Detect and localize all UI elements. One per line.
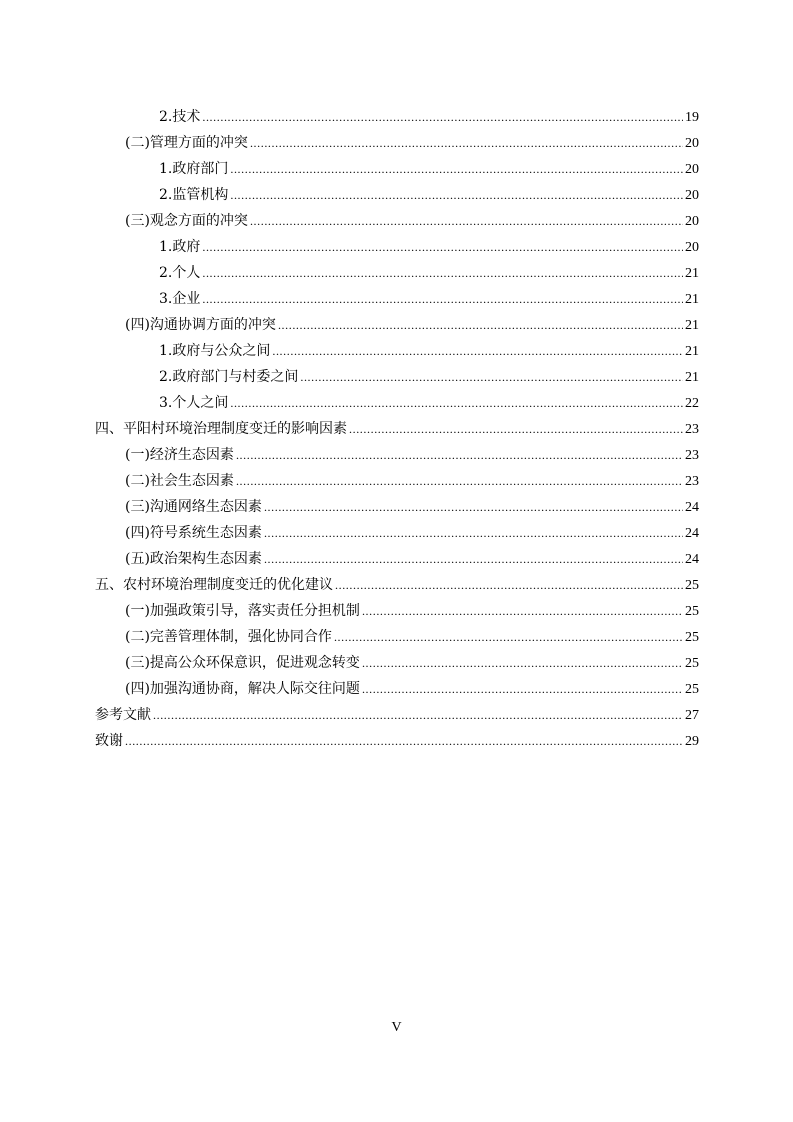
toc-entry[interactable] [95, 650, 699, 676]
toc-entry[interactable] [95, 520, 699, 546]
toc-dot-leader [349, 416, 683, 442]
toc-dot-leader [230, 156, 683, 182]
toc-entry-title: 1.政府部门 [159, 161, 229, 177]
toc-dot-leader [250, 208, 683, 234]
toc-entry[interactable] [95, 156, 699, 182]
toc-entry[interactable] [95, 208, 699, 234]
toc-dot-leader [236, 468, 683, 494]
toc-entry-page: 23 [685, 474, 699, 489]
toc-entry[interactable] [95, 312, 699, 338]
toc-entry-page: 21 [685, 344, 699, 359]
toc-entry-title: (三)观念方面的冲突 [125, 213, 248, 229]
toc-entry-page: 20 [685, 240, 699, 255]
toc-dot-leader [362, 598, 683, 624]
toc-entry-page: 24 [685, 526, 699, 541]
toc-dot-leader [362, 650, 683, 676]
toc-entry-title: 四、平阳村环境治理制度变迁的影响因素 [95, 421, 347, 437]
toc-entry[interactable] [95, 416, 699, 442]
toc-entry[interactable] [95, 390, 699, 416]
toc-entry[interactable] [95, 572, 699, 598]
toc-dot-leader [335, 572, 683, 598]
toc-entry[interactable] [95, 364, 699, 390]
toc-entry-title: 1.政府与公众之间 [159, 343, 271, 359]
toc-entry[interactable] [95, 728, 699, 754]
toc-entry-title: (二)完善管理体制，强化协同合作 [125, 629, 332, 645]
toc-entry-page: 25 [685, 630, 699, 645]
toc-entry[interactable] [95, 104, 699, 130]
toc-dot-leader [202, 286, 683, 312]
toc-entry-page: 21 [685, 266, 699, 281]
toc-dot-leader [300, 364, 683, 390]
toc-entry-title: (二)管理方面的冲突 [125, 135, 248, 151]
toc-entry-page: 22 [685, 396, 699, 411]
toc-entry-page: 21 [685, 370, 699, 385]
toc-entry-title: (一)加强政策引导，落实责任分担机制 [125, 603, 360, 619]
toc-entry-title: 2.监管机构 [159, 187, 229, 203]
toc-entry[interactable] [95, 130, 699, 156]
toc-entry[interactable] [95, 182, 699, 208]
toc-entry-page: 20 [685, 214, 699, 229]
toc-entry-title: (五)政治架构生态因素 [125, 551, 262, 567]
toc-dot-leader [236, 442, 683, 468]
toc-entry-title: 2.技术 [159, 109, 201, 125]
toc-entry[interactable] [95, 442, 699, 468]
toc-entry-title: 3.企业 [159, 291, 201, 307]
toc-entry[interactable] [95, 260, 699, 286]
toc-dot-leader [272, 338, 683, 364]
toc-entry-title: (三)沟通网络生态因素 [125, 499, 262, 515]
toc-entry[interactable] [95, 234, 699, 260]
toc-entry[interactable] [95, 494, 699, 520]
toc-dot-leader [202, 260, 683, 286]
toc-entry-page: 23 [685, 448, 699, 463]
toc-entry-page: 20 [685, 188, 699, 203]
toc-entry[interactable] [95, 598, 699, 624]
toc-entry-page: 20 [685, 136, 699, 151]
toc-dot-leader [202, 104, 683, 130]
toc-dot-leader [264, 494, 683, 520]
toc-dot-leader [278, 312, 683, 338]
toc-dot-leader [125, 728, 683, 754]
toc-entry-page: 25 [685, 656, 699, 671]
toc-entry-page: 25 [685, 604, 699, 619]
toc-entry-title: (二)社会生态因素 [125, 473, 234, 489]
toc-dot-leader [250, 130, 683, 156]
toc-dot-leader [230, 182, 683, 208]
toc-entry-title: 1.政府 [159, 239, 201, 255]
toc-entry-title: 致谢 [95, 733, 123, 749]
toc-dot-leader [230, 390, 683, 416]
toc-entry[interactable] [95, 624, 699, 650]
toc-entry-title: 五、农村环境治理制度变迁的优化建议 [95, 577, 333, 593]
toc-entry[interactable] [95, 468, 699, 494]
toc-entry-title: 2.个人 [159, 265, 201, 281]
toc-entry-page: 27 [685, 708, 699, 723]
toc-entry[interactable] [95, 338, 699, 364]
toc-dot-leader [153, 702, 683, 728]
toc-entry-page: 20 [685, 162, 699, 177]
table-of-contents [95, 104, 699, 754]
toc-entry-page: 21 [685, 318, 699, 333]
toc-entry-title: (四)符号系统生态因素 [125, 525, 262, 541]
toc-entry-title: (三)提高公众环保意识，促进观念转变 [125, 655, 360, 671]
toc-dot-leader [264, 520, 683, 546]
toc-dot-leader [334, 624, 683, 650]
toc-entry-page: 23 [685, 422, 699, 437]
toc-entry-page: 25 [685, 682, 699, 697]
toc-dot-leader [202, 234, 683, 260]
toc-entry-title: (四)加强沟通协商，解决人际交往问题 [125, 681, 360, 697]
toc-entry[interactable] [95, 546, 699, 572]
toc-entry-page: 24 [685, 552, 699, 567]
toc-dot-leader [264, 546, 683, 572]
toc-entry-title: 3.个人之间 [159, 395, 229, 411]
toc-entry-page: 21 [685, 292, 699, 307]
toc-entry-page: 25 [685, 578, 699, 593]
toc-dot-leader [362, 676, 683, 702]
toc-entry[interactable] [95, 286, 699, 312]
toc-entry-title: 2.政府部门与村委之间 [159, 369, 299, 385]
toc-entry-title: (一)经济生态因素 [125, 447, 234, 463]
toc-entry[interactable] [95, 702, 699, 728]
toc-entry[interactable] [95, 676, 699, 702]
page-number: V [391, 1020, 402, 1035]
toc-entry-page: 29 [685, 734, 699, 749]
toc-entry-title: (四)沟通协调方面的冲突 [125, 317, 276, 333]
toc-entry-page: 19 [685, 110, 699, 125]
toc-entry-page: 24 [685, 500, 699, 515]
toc-entry-title: 参考文献 [95, 707, 151, 723]
